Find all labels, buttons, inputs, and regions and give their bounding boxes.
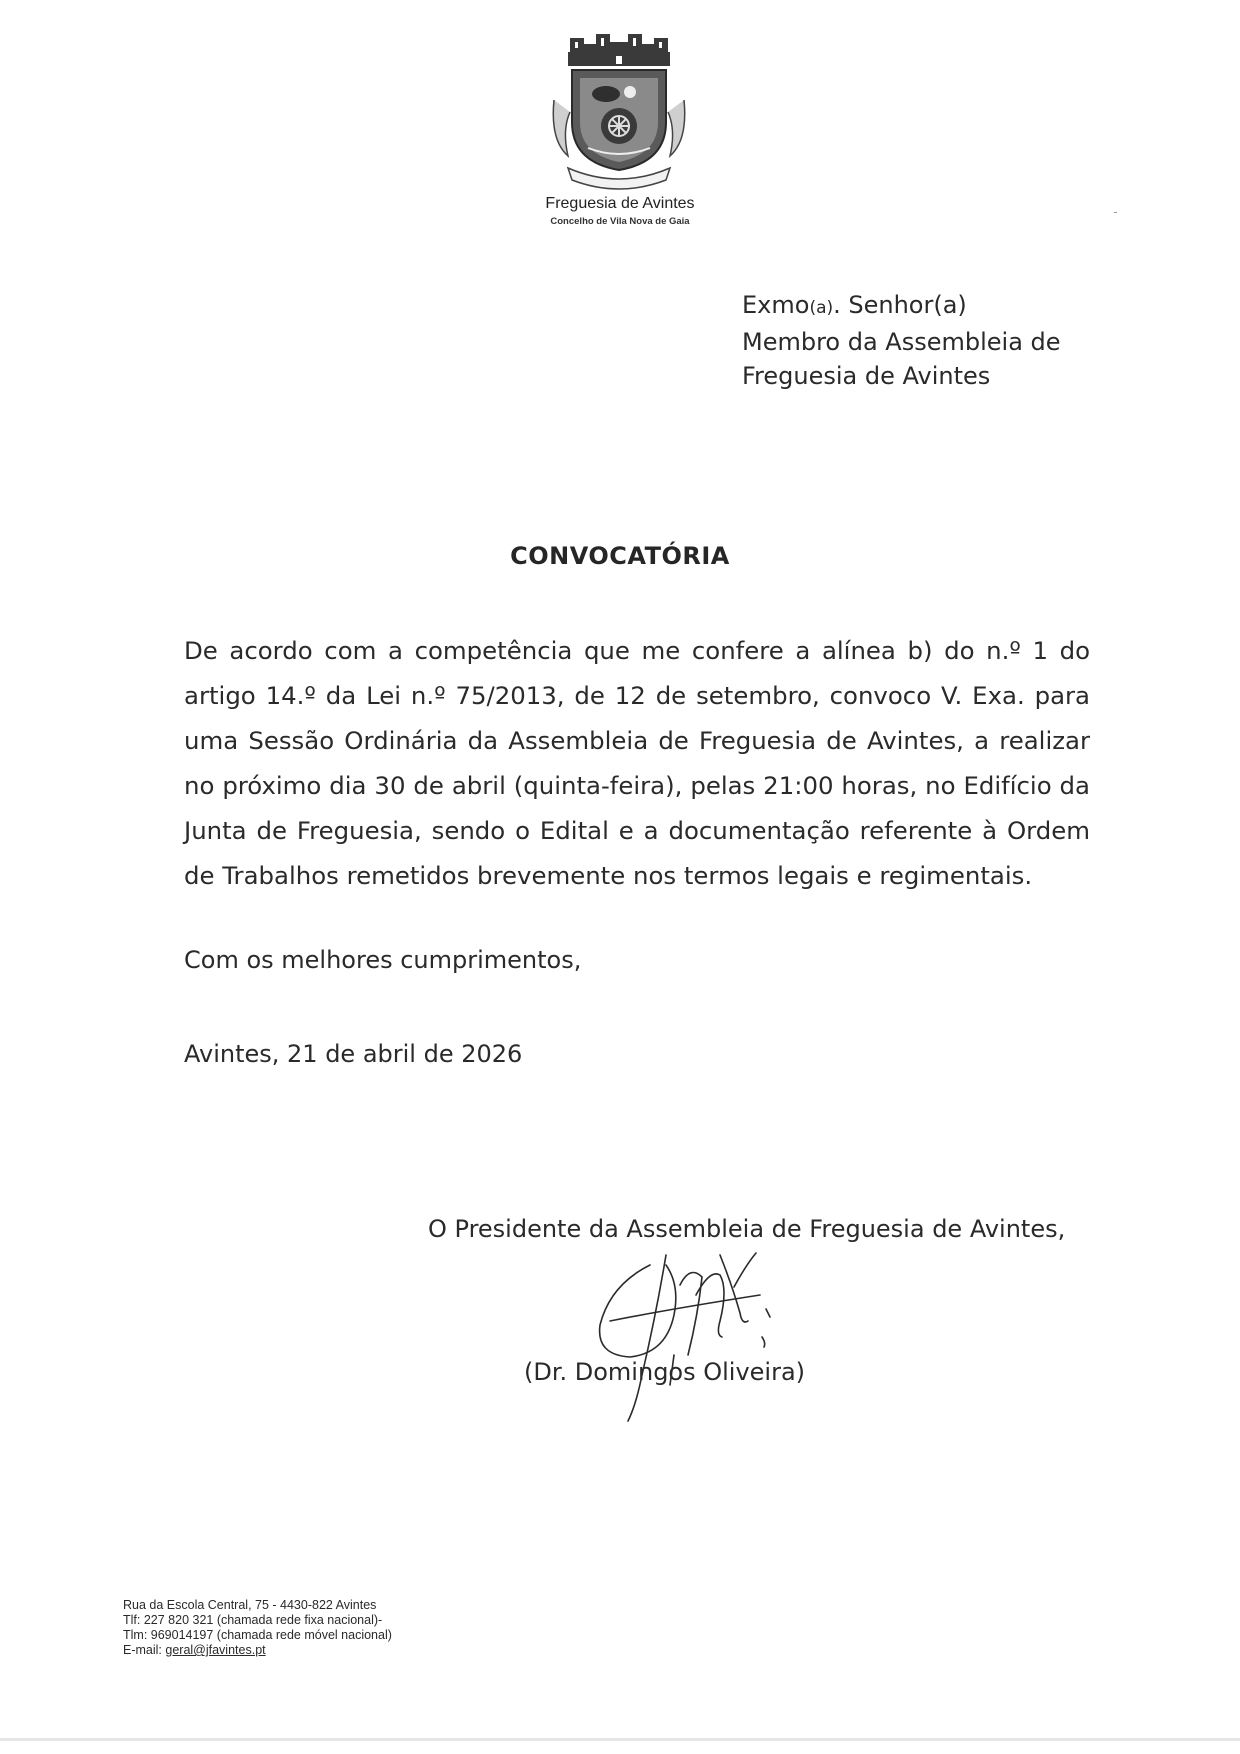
footer-address: Rua da Escola Central, 75 - 4430-822 Avintes xyxy=(123,1598,377,1612)
organization-subtitle: Concelho de Vila Nova de Gaia xyxy=(550,216,690,227)
addressee-block xyxy=(742,288,1061,393)
salutation-suffix: . Senhor(a) xyxy=(833,291,967,319)
footer-mobile: Tlm: 969014197 (chamada rede móvel nacional) xyxy=(123,1628,392,1642)
footer-contacts xyxy=(123,1598,392,1658)
salutation-gender-mark: (a) xyxy=(809,298,834,318)
date-line: Avintes, 21 de abril de 2026 xyxy=(184,1040,523,1068)
salutation-prefix: Exmo xyxy=(742,291,810,319)
scan-mark xyxy=(1114,212,1117,213)
addressee-line-3: Freguesia de Avintes xyxy=(742,362,991,390)
footer-email-line xyxy=(123,1643,392,1658)
organization-name: Freguesia de Avintes xyxy=(545,195,695,212)
footer-email-label: E-mail: xyxy=(123,1643,166,1657)
footer-email-link[interactable]: geral@jfavintes.pt xyxy=(165,1643,266,1657)
signatory-title: O Presidente da Assembleia de Freguesia de Avintes, xyxy=(428,1215,1066,1243)
page-bottom-edge xyxy=(0,1738,1240,1741)
addressee-line-2: Membro da Assembleia de xyxy=(742,328,1061,356)
signatory-name: (Dr. Domingos Oliveira) xyxy=(524,1358,806,1386)
addressee-salutation xyxy=(742,288,1061,325)
closing-line: Com os melhores cumprimentos, xyxy=(184,946,582,974)
coat-of-arms-logo xyxy=(548,30,690,198)
footer-phone: Tlf: 227 820 321 (chamada rede fixa nacional)- xyxy=(123,1613,383,1627)
handwritten-signature xyxy=(570,1225,800,1425)
body-paragraph: De acordo com a competência que me confere a alínea b) do n.º 1 do artigo 14.º da Lei n.º 75/2013, de 12 de setembro, convoco V. Exa. para uma Sessão Ordinária da Assembleia de Freguesia de Avintes, a realizar no próximo dia 30 de abril (quinta-feira), pelas 21:00 horas, no Edifício da Junta de Freguesia, sendo o Edital e a documentação referente à Ordem de Trabalhos remetidos brevemente nos termos legais e regimentais. xyxy=(184,636,1090,890)
document-title: CONVOCATÓRIA xyxy=(510,542,730,570)
